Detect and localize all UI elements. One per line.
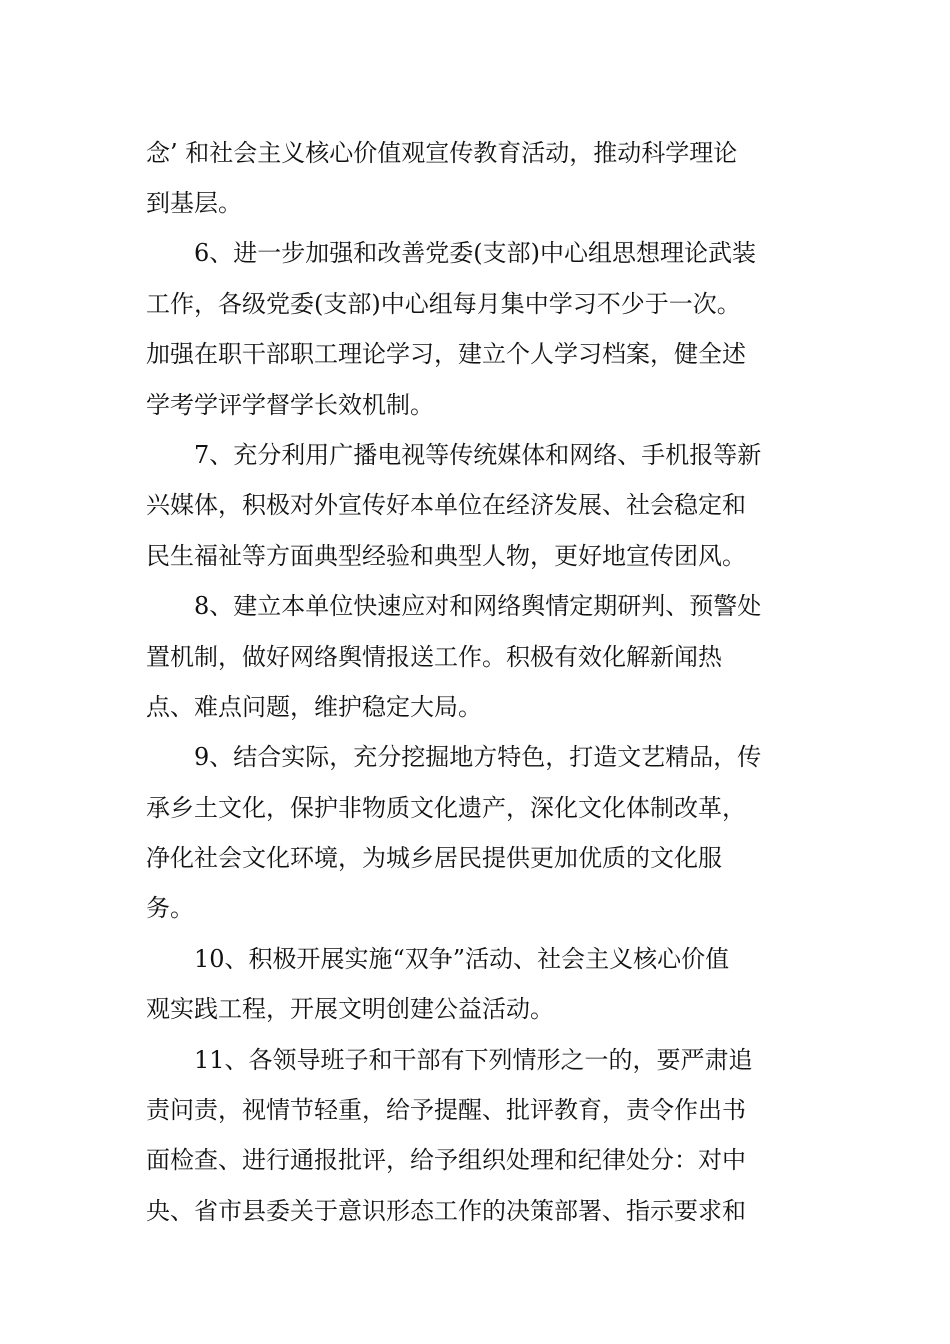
text-line: 10、积极开展实施“双争”活动、社会主义核心价值 — [194, 945, 730, 973]
text-line: 8、建立本单位快速应对和网络舆情定期研判、预警处 — [194, 592, 762, 620]
text-line: 面检查、进行通报批评，给予组织处理和纪律处分：对中 — [146, 1146, 746, 1174]
text-line: 置机制，做好网络舆情报送工作。积极有效化解新闻热 — [146, 643, 722, 671]
text-line: 9、结合实际，充分挖掘地方特色，打造文艺精品，传 — [194, 743, 762, 771]
text-line: 6、进一步加强和改善党委(支部)中心组思想理论武装 — [194, 239, 756, 267]
text-line: 央、省市县委关于意识形态工作的决策部署、指示要求和 — [146, 1197, 746, 1225]
text-line: 观实践工程，开展文明创建公益活动。 — [146, 995, 554, 1023]
text-line: 兴媒体，积极对外宣传好本单位在经济发展、社会稳定和 — [146, 491, 746, 519]
text-line: 净化社会文化环境，为城乡居民提供更加优质的文化服 — [146, 844, 722, 872]
text-line: 学考学评学督学长效机制。 — [146, 391, 434, 419]
text-line: 务。 — [146, 894, 194, 922]
text-line: 11、各领导班子和干部有下列情形之一的，要严肃追 — [194, 1046, 753, 1074]
text-line: 承乡土文化，保护非物质文化遗产，深化文化体制改革， — [146, 794, 746, 822]
text-line: 民生福祉等方面典型经验和典型人物，更好地宣传团风。 — [146, 542, 746, 570]
text-line: 责问责，视情节轻重，给予提醒、批评教育，责令作出书 — [146, 1096, 746, 1124]
text-line: 加强在职干部职工理论学习，建立个人学习档案，健全述 — [146, 340, 746, 368]
text-line: 点、难点问题，维护稳定大局。 — [146, 693, 482, 721]
text-line: 7、充分利用广播电视等传统媒体和网络、手机报等新 — [194, 441, 762, 469]
text-line: 念’ 和社会主义核心价值观宣传教育活动，推动科学理论 — [146, 139, 738, 167]
text-line: 工作，各级党委(支部)中心组每月集中学习不少于一次。 — [146, 290, 741, 318]
text-line: 到基层。 — [146, 189, 242, 217]
